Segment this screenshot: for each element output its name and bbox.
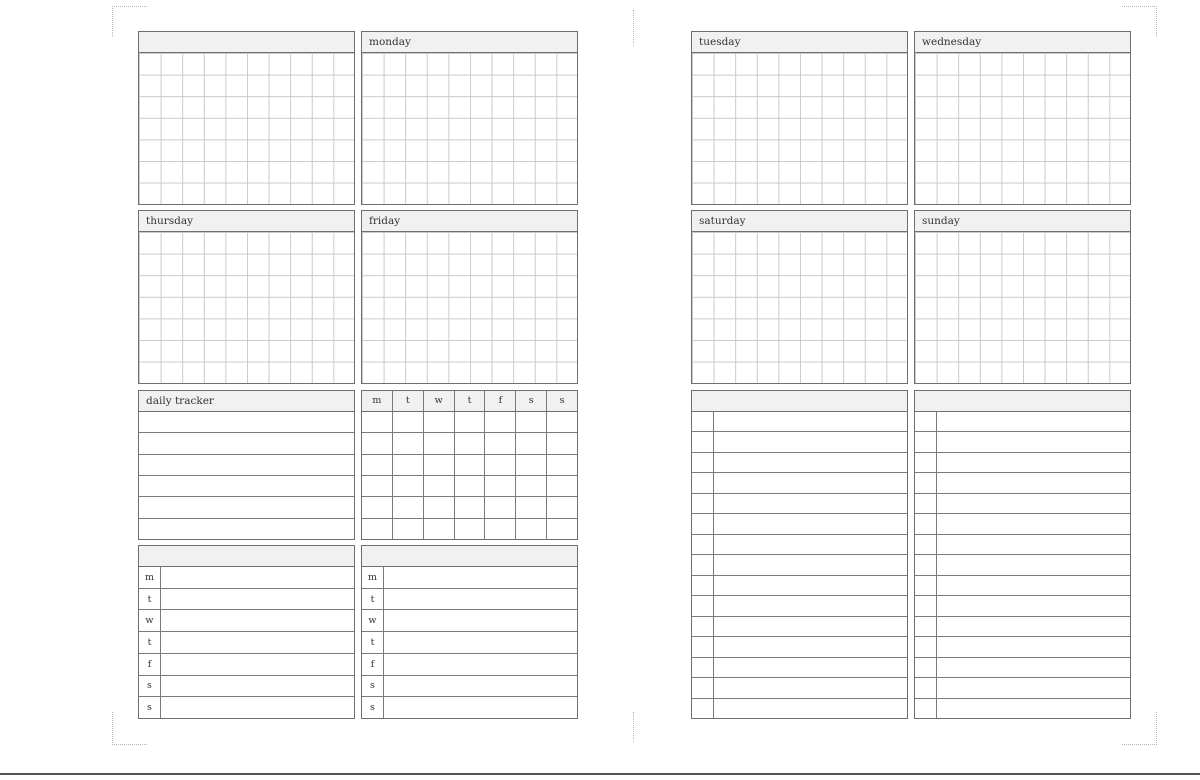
day-letter: m (139, 567, 161, 588)
week-row (362, 497, 577, 518)
day-row (139, 654, 354, 676)
checklist-row (692, 473, 907, 493)
checklist-entry[interactable] (714, 535, 907, 554)
checklist-entry[interactable] (937, 494, 1130, 513)
day-row (139, 610, 354, 632)
checkbox-cell[interactable] (915, 473, 937, 492)
day-row (362, 697, 577, 718)
day-label: friday (362, 211, 577, 232)
day-rows (362, 567, 577, 718)
checklist-entry[interactable] (937, 514, 1130, 533)
notes-grid-box (138, 31, 355, 205)
day-entry[interactable] (161, 632, 354, 653)
grid-area[interactable] (692, 53, 907, 204)
checklist-entry[interactable] (937, 637, 1130, 656)
check-cell[interactable] (547, 455, 577, 475)
week-row (362, 519, 577, 539)
checklist-row (692, 514, 907, 534)
tracker-row[interactable] (139, 497, 354, 518)
checkbox-cell[interactable] (692, 494, 714, 513)
check-cell[interactable] (455, 433, 486, 453)
checkbox-cell[interactable] (915, 514, 937, 533)
check-cell[interactable] (485, 497, 516, 517)
tracker-row[interactable] (139, 433, 354, 454)
check-cell[interactable] (362, 433, 393, 453)
check-cell[interactable] (516, 455, 547, 475)
checklist-entry[interactable] (714, 432, 907, 451)
saturday-box (691, 210, 908, 384)
checklist-row (915, 617, 1130, 637)
checkbox-cell[interactable] (915, 494, 937, 513)
check-cell[interactable] (485, 476, 516, 496)
thursday-box (138, 210, 355, 384)
checklist-entry[interactable] (937, 432, 1130, 451)
check-cell[interactable] (362, 455, 393, 475)
day-entry[interactable] (384, 632, 577, 653)
day-letter: s (139, 697, 161, 718)
check-cell[interactable] (424, 412, 455, 432)
checklist-row (692, 637, 907, 657)
crop-mark-top-center (633, 10, 634, 46)
day-entry[interactable] (384, 697, 577, 718)
checklist-entry[interactable] (714, 617, 907, 636)
day-entry[interactable] (384, 610, 577, 631)
checkbox-cell[interactable] (692, 637, 714, 656)
check-cell[interactable] (516, 519, 547, 539)
checklist-row (692, 617, 907, 637)
grid-area[interactable] (362, 232, 577, 383)
checklist-row (915, 658, 1130, 678)
check-cell[interactable] (362, 412, 393, 432)
day-letter: s (139, 676, 161, 697)
day-entry[interactable] (384, 676, 577, 697)
checkbox-cell[interactable] (692, 412, 714, 431)
checklist-entry[interactable] (937, 555, 1130, 574)
checkbox-cell[interactable] (915, 453, 937, 472)
wednesday-box (914, 31, 1131, 205)
checklist-row (915, 699, 1130, 718)
box-header (139, 32, 354, 53)
day-row (139, 567, 354, 589)
checklist-box-1 (691, 390, 908, 719)
check-cell[interactable] (485, 412, 516, 432)
checklist-row (692, 596, 907, 616)
day-entry[interactable] (161, 589, 354, 610)
check-cell[interactable] (393, 519, 424, 539)
checklist-entry[interactable] (937, 596, 1130, 615)
day-letter: t (362, 589, 384, 610)
checklist-row (915, 473, 1130, 493)
tracker-row[interactable] (139, 476, 354, 497)
check-cell[interactable] (455, 455, 486, 475)
day-letter: w (139, 610, 161, 631)
checklist-entry[interactable] (714, 453, 907, 472)
checklist-entry[interactable] (714, 576, 907, 595)
check-cell[interactable] (362, 497, 393, 517)
checklist-row (915, 637, 1130, 657)
week-row (362, 433, 577, 454)
checklist-rows (915, 412, 1130, 718)
checklist-entry[interactable] (937, 412, 1130, 431)
tracker-rows (139, 412, 354, 539)
checkbox-cell[interactable] (692, 473, 714, 492)
tracker-row[interactable] (139, 519, 354, 539)
day-entry[interactable] (161, 610, 354, 631)
list-header (139, 546, 354, 567)
checklist-header (915, 391, 1130, 412)
checklist-row (692, 432, 907, 452)
weekday-label: s (516, 391, 547, 411)
checklist-row (915, 453, 1130, 473)
checkbox-cell[interactable] (915, 596, 937, 615)
checkbox-cell[interactable] (692, 453, 714, 472)
check-cell[interactable] (485, 455, 516, 475)
check-cell[interactable] (516, 412, 547, 432)
checklist-entry[interactable] (714, 596, 907, 615)
week-row (362, 455, 577, 476)
day-row (139, 697, 354, 718)
checkbox-cell[interactable] (692, 514, 714, 533)
checklist-row (915, 596, 1130, 616)
grid-area[interactable] (915, 232, 1130, 383)
checkbox-cell[interactable] (692, 432, 714, 451)
day-letter: t (139, 589, 161, 610)
checkbox-cell[interactable] (915, 678, 937, 697)
checklist-entry[interactable] (714, 494, 907, 513)
day-row (362, 567, 577, 589)
checklist-row (915, 432, 1130, 452)
checklist-row (915, 514, 1130, 534)
checklist-row (692, 453, 907, 473)
sunday-box (914, 210, 1131, 384)
check-cell[interactable] (547, 433, 577, 453)
check-cell[interactable] (455, 519, 486, 539)
check-cell[interactable] (393, 412, 424, 432)
day-entry[interactable] (384, 589, 577, 610)
weekday-label: t (393, 391, 424, 411)
grid-area[interactable] (692, 232, 907, 383)
grid-area[interactable] (139, 232, 354, 383)
checklist-header (692, 391, 907, 412)
checklist-entry[interactable] (714, 658, 907, 677)
checklist-entry[interactable] (714, 555, 907, 574)
week-row (362, 412, 577, 433)
check-cell[interactable] (455, 412, 486, 432)
check-cell[interactable] (485, 433, 516, 453)
checklist-entry[interactable] (714, 473, 907, 492)
day-entry[interactable] (161, 676, 354, 697)
weekday-label: s (559, 395, 565, 406)
checklist-entry[interactable] (714, 412, 907, 431)
check-cell[interactable] (424, 497, 455, 517)
grid-area[interactable] (362, 53, 577, 204)
checkbox-cell[interactable] (915, 576, 937, 595)
day-row (362, 589, 577, 611)
checkbox-cell[interactable] (692, 699, 714, 718)
checklist-entry[interactable] (714, 699, 907, 718)
checklist-entry[interactable] (937, 473, 1130, 492)
day-letter: s (362, 697, 384, 718)
weekday-label: w (424, 391, 455, 411)
checklist-row (915, 678, 1130, 698)
day-label: monday (362, 32, 577, 53)
daily-tracker-box (138, 390, 355, 540)
tracker-label: daily tracker (139, 391, 354, 412)
checkbox-cell[interactable] (915, 555, 937, 574)
day-letter: t (362, 632, 384, 653)
checklist-entry[interactable] (937, 699, 1130, 718)
day-letter: s (362, 676, 384, 697)
checklist-entry[interactable] (937, 453, 1130, 472)
check-cell[interactable] (516, 476, 547, 496)
crop-mark-bottom-center (633, 712, 634, 742)
checkbox-cell[interactable] (915, 535, 937, 554)
checkbox-cell[interactable] (915, 432, 937, 451)
checkbox-cell[interactable] (915, 699, 937, 718)
day-entry[interactable] (384, 654, 577, 675)
grid-area[interactable] (139, 53, 354, 204)
checklist-row (915, 494, 1130, 514)
day-label: saturday (692, 211, 907, 232)
check-cell[interactable] (393, 476, 424, 496)
checkbox-cell[interactable] (692, 596, 714, 615)
check-cell[interactable] (424, 433, 455, 453)
monday-box (361, 31, 578, 205)
day-letter: f (362, 654, 384, 675)
week-tracker-grid (361, 390, 578, 540)
checklist-entry[interactable] (937, 576, 1130, 595)
day-rows (139, 567, 354, 718)
day-label: wednesday (915, 32, 1130, 53)
day-row (139, 589, 354, 611)
check-cell[interactable] (547, 519, 577, 539)
checklist-row (692, 494, 907, 514)
checklist-rows (692, 412, 907, 718)
check-cell[interactable] (393, 433, 424, 453)
check-cell[interactable] (362, 519, 393, 539)
checklist-row (692, 658, 907, 678)
checklist-entry[interactable] (937, 535, 1130, 554)
checkbox-cell[interactable] (915, 412, 937, 431)
day-row (139, 632, 354, 654)
day-entry[interactable] (161, 654, 354, 675)
day-entry[interactable] (161, 567, 354, 588)
checkbox-cell[interactable] (692, 617, 714, 636)
bottom-edge-divider (0, 773, 1200, 775)
day-label: tuesday (692, 32, 907, 53)
checklist-row (692, 535, 907, 555)
weekday-label: f (485, 391, 516, 411)
day-letter: f (139, 654, 161, 675)
checklist-entry[interactable] (937, 617, 1130, 636)
check-cell[interactable] (455, 476, 486, 496)
friday-box (361, 210, 578, 384)
check-cell[interactable] (547, 476, 577, 496)
day-letter: t (139, 632, 161, 653)
checklist-row (692, 555, 907, 575)
tracker-row[interactable] (139, 455, 354, 476)
day-letter: w (362, 610, 384, 631)
check-cell[interactable] (424, 519, 455, 539)
day-label: thursday (139, 211, 354, 232)
checklist-entry[interactable] (714, 514, 907, 533)
day-list-box-1 (138, 545, 355, 719)
day-row (362, 632, 577, 654)
checklist-entry[interactable] (937, 658, 1130, 677)
grid-area[interactable] (915, 53, 1130, 204)
day-row (362, 610, 577, 632)
checklist-row (915, 576, 1130, 596)
day-letter: m (362, 567, 384, 588)
checkbox-cell[interactable] (915, 637, 937, 656)
checklist-entry[interactable] (714, 678, 907, 697)
checkbox-cell[interactable] (915, 658, 937, 677)
day-entry[interactable] (161, 697, 354, 718)
checklist-row (915, 412, 1130, 432)
check-cell[interactable] (362, 476, 393, 496)
checkbox-cell[interactable] (692, 535, 714, 554)
checklist-entry[interactable] (937, 678, 1130, 697)
check-cell[interactable] (455, 497, 486, 517)
check-cell[interactable] (516, 433, 547, 453)
checklist-row (915, 555, 1130, 575)
check-cell[interactable] (424, 455, 455, 475)
checklist-entry[interactable] (714, 637, 907, 656)
week-header (362, 391, 577, 412)
checkbox-cell[interactable] (692, 678, 714, 697)
tracker-row[interactable] (139, 412, 354, 433)
checklist-row (915, 535, 1130, 555)
tuesday-box (691, 31, 908, 205)
checkbox-cell[interactable] (692, 658, 714, 677)
check-cell[interactable] (393, 455, 424, 475)
weekday-label: m (362, 391, 393, 411)
day-label: sunday (915, 211, 1130, 232)
checkbox-cell[interactable] (692, 576, 714, 595)
day-row (362, 654, 577, 676)
day-list-box-2 (361, 545, 578, 719)
checkbox-cell[interactable] (692, 555, 714, 574)
weekday-label: t (455, 391, 486, 411)
week-row (362, 476, 577, 497)
checklist-row (692, 699, 907, 718)
check-cell[interactable] (547, 497, 577, 517)
check-cell[interactable] (485, 519, 516, 539)
checklist-row (692, 412, 907, 432)
week-rows (362, 412, 577, 539)
checkbox-cell[interactable] (915, 617, 937, 636)
check-cell[interactable] (516, 497, 547, 517)
check-cell[interactable] (393, 497, 424, 517)
list-header (362, 546, 577, 567)
check-cell[interactable] (547, 412, 577, 432)
checklist-row (692, 576, 907, 596)
check-cell[interactable] (424, 476, 455, 496)
day-entry[interactable] (384, 567, 577, 588)
checklist-box-2 (914, 390, 1131, 719)
checklist-row (692, 678, 907, 698)
day-row (362, 676, 577, 698)
day-row (139, 676, 354, 698)
